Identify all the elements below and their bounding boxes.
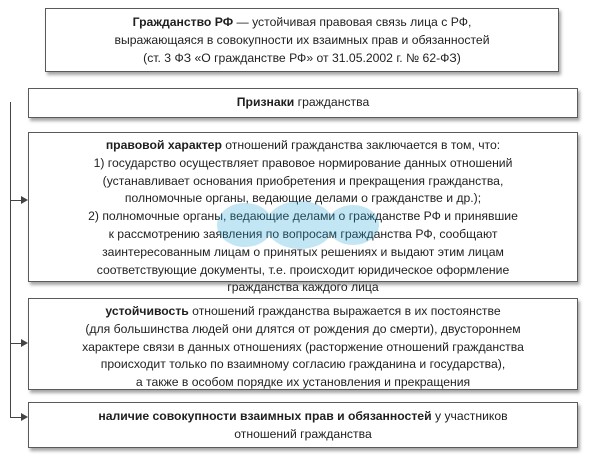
legal-character-line: к рассмотрению заявления по вопросам гражданства РФ, сообщают — [108, 226, 498, 241]
stability-line: характере связи в данных отношениях (расторжение отношений гражданства — [82, 339, 524, 354]
definition-line-1: Гражданство РФ — устойчивая правовая связь лица с РФ, — [132, 15, 472, 29]
legal-character-line: гражданства каждого лица — [227, 280, 379, 295]
definition-line-2: выражающаяся в совокупности их взаимных прав и обязанностей — [114, 32, 490, 47]
legal-character-line: 1) государство осуществляет правовое нормирование данных отношений — [93, 155, 513, 170]
definition-title: Гражданство РФ — [132, 15, 234, 29]
legal-character-box — [28, 132, 578, 295]
arrow-head-icon — [21, 196, 28, 204]
rights-line-2: отношений гражданства — [234, 426, 372, 441]
rights-obligations-box — [28, 402, 578, 448]
definition-box — [45, 8, 559, 72]
definition-line-3: (ст. 3 ФЗ «О гражданстве РФ» от 31.05.2002 г. № 62-ФЗ) — [143, 50, 461, 65]
features-header-title: Признаки гражданства — [236, 95, 370, 109]
stability-line: (для большинства людей они длятся от рождения до смерти), двустороннем — [85, 321, 521, 336]
legal-character-line-1: правовой характер отношений гражданства заключается в том, что: — [105, 138, 501, 152]
legal-character-line: заинтересованным лицам о принятых решениях и выдают этим лицам — [102, 244, 504, 259]
legal-character-line: соответствующие документы, т.е. происходит юридическое оформление — [96, 262, 510, 277]
stability-line-1: устойчивость отношений гражданства выражается в их постоянстве — [105, 304, 501, 318]
legal-character-line: полномочные органы, ведающие делами о гражданстве и др.); — [124, 191, 482, 206]
rights-line-1: наличие совокупности взаимных прав и обязанностей у участников — [98, 409, 508, 423]
legal-character-term: правовой характер — [105, 138, 222, 152]
features-header-box — [28, 88, 578, 118]
legal-character-line: 2) полномочные органы, ведающие делами о гражданстве РФ и принявшие — [88, 209, 518, 224]
arrow-head-icon — [21, 413, 28, 421]
stability-term: устойчивость — [105, 304, 189, 318]
rights-term: наличие совокупности взаимных прав и обязанностей — [98, 409, 432, 423]
stability-box — [28, 298, 578, 390]
stability-line: происходит только по взаимному согласию гражданина и государства), — [100, 357, 506, 372]
legal-character-line: (устанавливает основания приобретения и прекращения гражданства, — [102, 173, 504, 188]
connector-line — [10, 102, 11, 417]
stability-line: а также в особом порядке их установления и прекращения — [135, 375, 471, 390]
arrow-head-icon — [21, 339, 28, 347]
